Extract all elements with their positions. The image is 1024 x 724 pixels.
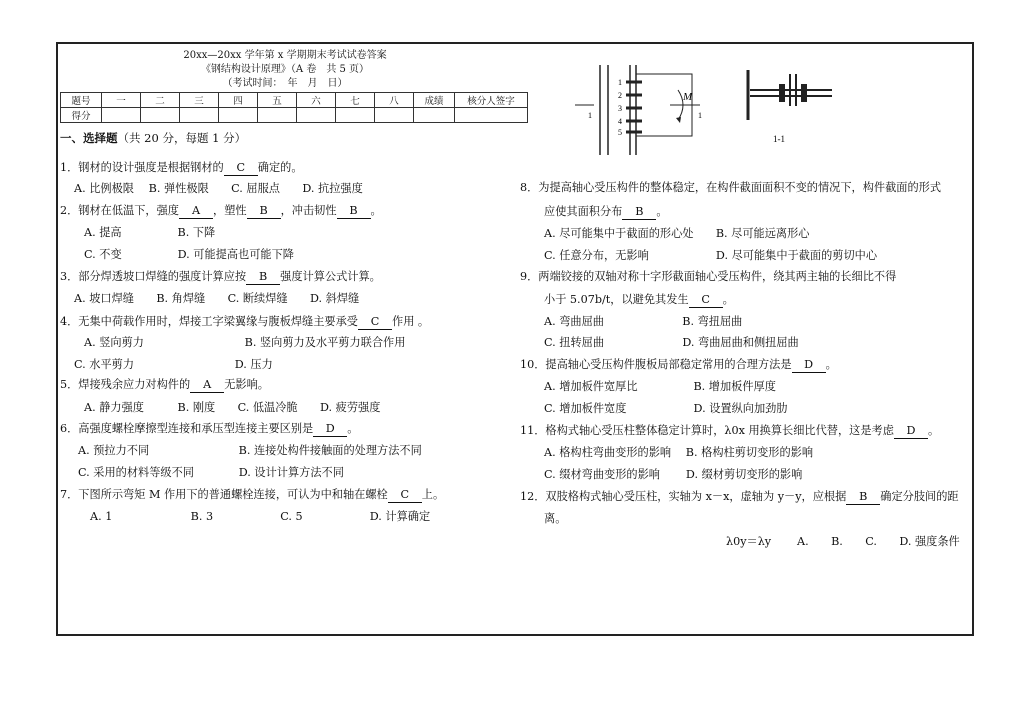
- question-text: 。: [722, 293, 734, 306]
- question-text: 。: [927, 424, 940, 437]
- question-line: [60, 422, 358, 437]
- question-text: C. 缀材弯曲变形的影响 D. 缀材剪切变形的影响: [544, 468, 803, 481]
- question-line: [60, 378, 269, 393]
- answer-blank: B: [337, 204, 371, 219]
- score-cell: 四: [219, 93, 258, 108]
- question-line: [60, 204, 382, 219]
- score-cell: [414, 108, 455, 123]
- question-line: [520, 490, 959, 505]
- bolt-label: 4: [618, 117, 622, 126]
- question-text: C. 采用的材料等级不同 D. 设计计算方法不同: [78, 466, 344, 479]
- option-line: [544, 380, 776, 394]
- question-text: A. 格构柱弯曲变形的影响 B. 格构柱剪切变形的影响: [544, 446, 814, 459]
- course-title: 《钢结构设计原理》（A 卷 共 5 页）: [200, 64, 370, 75]
- question-text: A. 静力强度 B. 刚度 C. 低温冷脆 D. 疲劳强度: [84, 401, 381, 414]
- answer-blank: A: [190, 378, 224, 393]
- option-line: [544, 446, 813, 460]
- question-text: 11．格构式轴心受压柱整体稳定计算时，λ0x 用换算长细比代替，这是考虑: [520, 424, 894, 437]
- score-cell: [102, 108, 141, 123]
- score-cell: 得分: [61, 108, 102, 123]
- question-text: C. 不变 D. 可能提高也可能下降: [84, 248, 294, 261]
- exam-title: 20xx—20xx 学年第 x 学期期末考试试卷答案: [183, 50, 387, 61]
- question-text: 5．焊接残余应力对构件的: [60, 378, 191, 391]
- question-text: 小于 5.07b/t，以避免其发生: [544, 293, 689, 306]
- question-text: 上。: [421, 488, 445, 501]
- option-line: [544, 227, 809, 241]
- answer-blank: D: [894, 424, 928, 439]
- question-text: 无影响。: [224, 378, 269, 391]
- question-text: 2．钢材在低温下，强度: [60, 204, 179, 217]
- bolt-connection-figure: [570, 60, 860, 160]
- score-cell: 七: [336, 93, 375, 108]
- question-text: 。: [825, 358, 837, 371]
- option-line: [544, 468, 802, 482]
- option-line: [78, 444, 422, 458]
- exam-time: （考试时间： 年 月 日）: [222, 78, 348, 89]
- score-cell: [375, 108, 414, 123]
- answer-blank: B: [247, 204, 281, 219]
- question-text: A. 竖向剪力 B. 竖向剪力及水平剪力联合作用: [84, 336, 406, 349]
- score-cell: [219, 108, 258, 123]
- score-cell: 八: [375, 93, 414, 108]
- question-line: [60, 315, 429, 330]
- question-line: [520, 181, 941, 195]
- question-text: 1．钢材的设计强度是根据钢材的: [60, 161, 224, 174]
- question-line: [520, 358, 837, 373]
- option-line: [544, 249, 877, 263]
- question-text: C. 任意分布，无影响 D. 尽可能集中于截面的剪切中心: [544, 249, 878, 262]
- score-cell: 三: [180, 93, 219, 108]
- score-cell: 六: [297, 93, 336, 108]
- score-cell: [336, 108, 375, 123]
- question-text: 6．高强度螺栓摩擦型连接和承压型连接主要区别是: [60, 422, 314, 435]
- bolt-label: 5: [618, 128, 622, 137]
- score-cell: 二: [141, 93, 180, 108]
- question-text: 确定的。: [257, 161, 303, 174]
- question-text: 。: [370, 204, 382, 217]
- score-cell: 题号: [61, 93, 102, 108]
- question-line: [520, 270, 896, 284]
- option-line: [74, 292, 359, 306]
- question-text: 应使其面积分布: [544, 205, 623, 218]
- question-text: λ0y＝λy A. B. C. D. 强度条件: [726, 535, 960, 548]
- question-text: A. 弯曲屈曲 B. 弯扭屈曲: [544, 315, 743, 328]
- question-line: [60, 270, 381, 285]
- score-cell: [180, 108, 219, 123]
- question-text: C. 水平剪力 D. 压力: [74, 358, 273, 371]
- option-line: [74, 182, 363, 196]
- section-mark: 1: [588, 111, 592, 120]
- question-line: [544, 293, 734, 308]
- score-table: [60, 92, 528, 123]
- question-text: 3．部分焊透坡口焊缝的强度计算应按: [60, 270, 247, 283]
- question-text: A. 预拉力不同 B. 连接处构件接触面的处理方法不同: [78, 444, 422, 457]
- question-text: 10．提高轴心受压构件腹板局部稳定常用的合理方法是: [520, 358, 792, 371]
- question-text: 12．双肢格构式轴心受压柱，实轴为 x－x，虚轴为 y－y，应根据: [520, 490, 847, 503]
- question-text: A. 1 B. 3 C. 5 D. 计算确定: [90, 510, 431, 523]
- question-line: [544, 205, 668, 220]
- answer-blank: C: [224, 161, 258, 176]
- answer-blank: C: [358, 315, 392, 330]
- option-line: [74, 358, 273, 372]
- question-text: A. 坡口焊缝 B. 角焊缝 C. 断续焊缝 D. 斜焊缝: [74, 292, 360, 305]
- question-text: 8．为提高轴心受压构件的整体稳定，在构件截面面积不变的情况下，构件截面的形式: [520, 181, 942, 194]
- option-line: [544, 402, 788, 416]
- question-text: C. 扭转屈曲 D. 弯曲屈曲和侧扭屈曲: [544, 336, 799, 349]
- question-line: [60, 161, 303, 176]
- option-line: [84, 401, 380, 415]
- section-caption: 1-1: [773, 134, 785, 144]
- score-cell: 成绩: [414, 93, 455, 108]
- option-line: [544, 315, 742, 329]
- question-text: ，塑性: [213, 204, 247, 217]
- question-text: A. 比例极限 B. 弹性极限 C. 屈服点 D. 抗拉强度: [74, 182, 363, 195]
- question-text: 离。: [544, 512, 567, 525]
- score-cell: [141, 108, 180, 123]
- question-text: ，冲击韧性: [280, 204, 337, 217]
- answer-blank: A: [179, 204, 213, 219]
- option-line: [84, 248, 294, 262]
- bolt-label: 1: [618, 78, 622, 87]
- answer-blank: D: [313, 422, 347, 437]
- option-line: [544, 336, 799, 350]
- score-cell: [455, 108, 528, 123]
- question-text: A. 增加板件宽厚比 B. 增加板件厚度: [544, 380, 776, 393]
- moment-label: M: [683, 91, 693, 103]
- score-cell: 一: [102, 93, 141, 108]
- question-text: 4．无集中荷载作用时，焊接工字梁翼缘与腹板焊缝主要承受: [60, 315, 358, 328]
- question-text: 。: [347, 422, 359, 435]
- score-cell: [297, 108, 336, 123]
- question-text: 强度计算公式计算。: [280, 270, 381, 283]
- question-text: 7．下图所示弯矩 M 作用下的普通螺栓连接，可认为中和轴在螺栓: [60, 488, 388, 501]
- answer-blank: C: [388, 488, 422, 503]
- question-line: [60, 488, 444, 503]
- answer-blank: D: [792, 358, 826, 373]
- answer-blank: B: [246, 270, 280, 285]
- question-text: 确定分肢间的距: [880, 490, 959, 503]
- question-line: [520, 424, 939, 439]
- score-cell: [258, 108, 297, 123]
- answer-blank: C: [689, 293, 723, 308]
- bolt-label: 2: [618, 91, 622, 100]
- score-cell: 五: [258, 93, 297, 108]
- option-line: [84, 226, 215, 240]
- question-text: C. 增加板件宽度 D. 设置纵向加劲肋: [544, 402, 788, 415]
- option-line: [84, 336, 405, 350]
- option-line: [78, 466, 344, 480]
- option-line: [726, 535, 960, 549]
- question-text: 9．两端铰接的双轴对称十字形截面轴心受压构件，绕其两主轴的长细比不得: [520, 270, 897, 283]
- question-text: 。: [656, 205, 668, 218]
- bolt-label: 3: [618, 104, 622, 113]
- section-title: 一、选择题（共 20 分，每题 1 分）: [60, 131, 247, 145]
- option-line: [90, 510, 430, 524]
- question-text: A. 尽可能集中于截面的形心处 B. 尽可能远离形心: [544, 227, 810, 240]
- question-text: A. 提高 B. 下降: [84, 226, 216, 239]
- option-line: [544, 512, 566, 526]
- question-text: 作用 。: [392, 315, 430, 328]
- answer-blank: B: [846, 490, 880, 505]
- score-cell: 核分人签字: [455, 93, 528, 108]
- answer-blank: B: [622, 205, 656, 220]
- section-mark: 1: [698, 111, 702, 120]
